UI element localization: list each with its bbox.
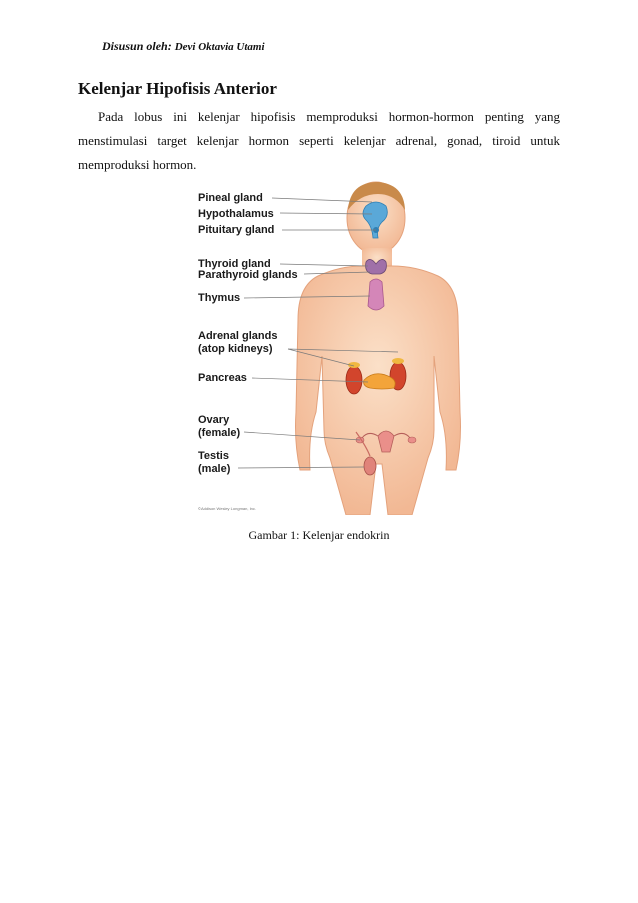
label-thymus: Thymus	[198, 292, 241, 304]
section-paragraph: Pada lobus ini kelenjar hipofisis memproduksi hormon-hormon penting yang menstimulasi target kelenjar hormon seperti kelenjar adrenal, gonad, tiroid untuk memproduksi hormon.	[78, 109, 560, 172]
endocrine-figure	[190, 180, 465, 515]
thymus-organ	[368, 279, 384, 310]
label-pineal-gland: Pineal gland	[198, 192, 263, 204]
label-pituitary-gland: Pituitary gland	[198, 224, 275, 236]
header-author: Devi Oktavia Utami	[174, 41, 265, 53]
label-hypothalamus: Hypothalamus	[198, 208, 274, 220]
section-title: Kelenjar Hipofisis Anterior	[78, 79, 277, 98]
figure-labels	[198, 192, 298, 511]
page-header	[102, 39, 265, 54]
figure-credit: ©Addison Wesley Longman, Inc.	[198, 506, 257, 511]
label-male: (male)	[198, 463, 231, 475]
label-atop-kidneys: (atop kidneys)	[198, 343, 273, 355]
label-parathyroid-glands: Parathyroid glands	[198, 269, 298, 281]
label-pancreas: Pancreas	[198, 372, 247, 384]
label-thyroid-gland: Thyroid gland	[198, 258, 271, 270]
label-adrenal-glands: Adrenal glands	[198, 330, 278, 342]
header-prefix: Disusun oleh:	[102, 39, 172, 53]
endocrine-illustration	[190, 180, 465, 515]
label-female: (female)	[198, 427, 241, 439]
figure-caption: Gambar 1: Kelenjar endokrin	[248, 528, 390, 542]
label-ovary: Ovary	[198, 414, 230, 426]
label-testis: Testis	[198, 450, 229, 462]
